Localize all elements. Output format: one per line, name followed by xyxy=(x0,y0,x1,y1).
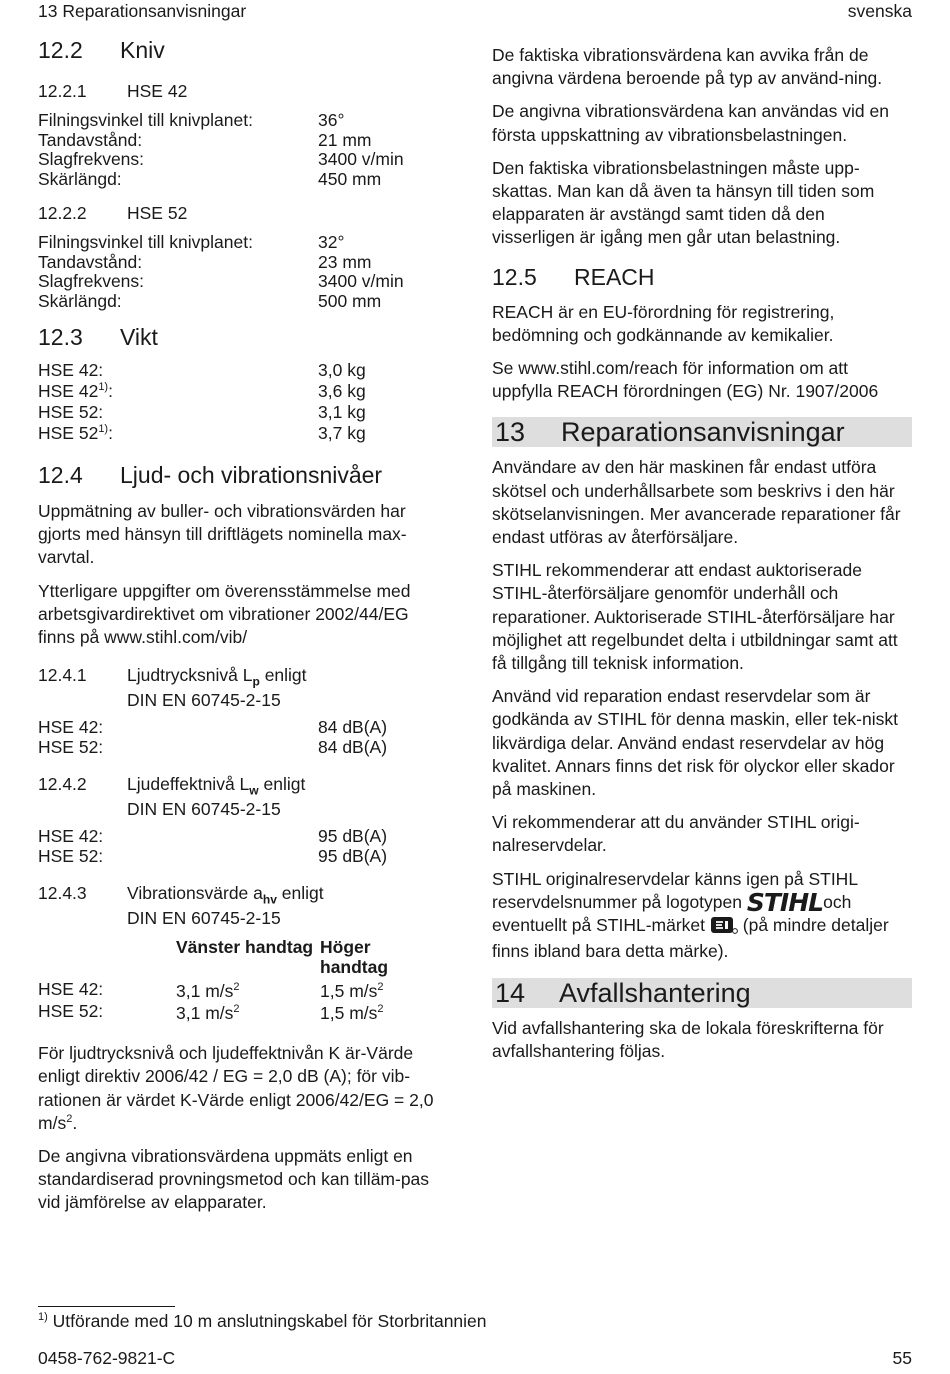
heading-12-4-3: 12.4.3 Vibrationsvärde $a_{hv}$ enligt DIN EN 60745-2-15 xyxy=(38,883,324,929)
spec-row: Tandavstånd: 21 mm xyxy=(38,129,372,150)
spec-row: Tandavstånd: 23 mm xyxy=(38,251,372,272)
paragraph: REACH är en EU-förordning för registrering, bedömning och godkännande av kemikalier. xyxy=(492,301,835,345)
spec-row: HSE 42: 3,0 kg xyxy=(38,360,366,380)
heading-12-4-2: 12.4.2 Ljudeffektnivå $L_w$ enligt DIN EN 60745-2-15 xyxy=(38,774,306,820)
footnote-rule xyxy=(38,1306,175,1307)
spec-row: Filningsvinkel till knivplanet: 36° xyxy=(38,110,345,130)
paragraph: För ljudtrycksnivå och ljudeffektnivån K är-Värde enligt direktiv 2006/42 / EG = 2,0 dB (A); för vib-rationen är värdet K-Värde enligt 2006/42/EG = 2,0 $m/s^2$. xyxy=(38,1043,434,1133)
paragraph: De angivna vibrationsvärdena uppmäts enligt en standardiserad provningsmetod och kan tilläm-pas vid jämförelse av elapparater. xyxy=(38,1146,430,1213)
running-header-language: svenska xyxy=(847,1,912,21)
heading-12-3 xyxy=(38,324,450,351)
page-number: 55 xyxy=(892,1348,912,1368)
paragraph: Se www.stihl.com/reach för information om att uppfylla REACH förordningen (EG) Nr. 1907/2006 xyxy=(492,358,879,402)
section-number: 12.3 xyxy=(38,324,83,350)
heading-13 xyxy=(492,417,912,447)
heading-12-2-2 xyxy=(38,203,450,224)
subsection-title: HSE 42 xyxy=(127,81,188,101)
weight-specs xyxy=(38,361,450,445)
heading-12-2 xyxy=(38,37,450,64)
paragraph: Användare av den här maskinen får endast utföra skötsel och underhållsarbete som beskrivs i den här skötselanvisningen. Mer avancerade reparationer får endast utföras av återförsäljare. xyxy=(492,457,901,548)
paragraph: Vid avfallshantering ska de lokala föreskrifterna för avfallshantering följas. xyxy=(492,1017,884,1061)
spec-row: HSE 52$^{1)}$: 3,7 kg xyxy=(38,423,366,443)
spec-row: Skärlängd: 500 mm xyxy=(38,290,382,311)
spec-row: Slagfrekvens: 3400 v/min xyxy=(38,271,404,291)
stihl-logo: STIHL xyxy=(746,887,824,917)
paragraph: De faktiska vibrationsvärdena kan avvika från de angivna värdena beroende på typ av använd-ning. xyxy=(492,45,883,89)
chapter-number: 13 xyxy=(495,417,526,448)
spec-row: HSE 42: 84 dB(A) xyxy=(38,717,388,738)
spec-row: HSE 52: 84 dB(A) xyxy=(38,737,388,758)
knife-specs-hse42 xyxy=(38,111,450,189)
chapter-number: 14 xyxy=(495,977,526,1008)
column-header-right-handle: Höger handtag xyxy=(320,937,389,978)
vibration-table xyxy=(38,937,450,1037)
stihl-si-mark-icon xyxy=(710,916,738,940)
spec-row: Slagfrekvens: 3400 v/min xyxy=(38,149,404,169)
heading-12-5 xyxy=(492,264,912,291)
section-number: 12.4 xyxy=(38,462,83,488)
paragraph: STIHL originalreservdelar känns igen på STIHL reservdelsnummer på logotypen STIHLoch eventuellt på STIHL-märket (på mindre detaljer finns ibland bara detta märke). xyxy=(492,868,889,962)
section-title: Kniv xyxy=(120,37,165,63)
paragraph: Ytterligare uppgifter om överensstämmelse med arbetsgivardirektivet om vibrationer 2002/44/EG finns på www.stihl.com/vib/ xyxy=(38,580,411,648)
left-column xyxy=(38,32,450,1215)
spec-row: Filningsvinkel till knivplanet: 32° xyxy=(38,232,345,252)
paragraph: Uppmätning av buller- och vibrationsvärden har gjorts med hänsyn till driftlägets nominella max-varvtal. xyxy=(38,501,407,568)
heading-14 xyxy=(492,978,912,1008)
section-number: 12.5 xyxy=(492,263,537,290)
chapter-title: Avfallshantering xyxy=(559,977,751,1008)
section-title: Ljud- och vibrationsnivåer xyxy=(120,462,383,488)
section-title: Vikt xyxy=(120,324,158,350)
paragraph: Använd vid reparation endast reservdelar som är godkända av STIHL för denna maskin, eller tek-niskt likvärdiga delar. Använd endast reservdelar av hög kvalitet. Annars finns det risk för olyckor eller skador på maskinen. xyxy=(492,686,898,800)
table-row: HSE 42: 3,1 $m/s^2$ 1,5 $m/s^2$ xyxy=(38,979,384,1002)
paragraph: Vi rekommenderar att du använder STIHL origi-nalreservdelar. xyxy=(492,812,860,856)
paragraph: STIHL rekommenderar att endast auktoriserade STIHL-återförsäljare genomför underhåll och reparationer. Auktoriserade STIHL-återförsäljare har möjlighet att regelbundet delta i utbildningar samt att få tillgång till teknisk information. xyxy=(492,560,898,674)
paragraph: Den faktiska vibrationsbelastningen måste upp-skattas. Man kan då även ta hänsyn till tiden som elapparaten är avstängd samt tiden då den visserligen är igång men går utan belastning. xyxy=(492,157,875,248)
spec-row: Skärlängd: 450 mm xyxy=(38,168,382,189)
paragraph: De angivna vibrationsvärdena kan användas vid en första uppskattning av vibrationsbelastningen. xyxy=(492,101,889,145)
table-row: HSE 52: 3,1 $m/s^2$ 1,5 $m/s^2$ xyxy=(38,1001,384,1024)
document-number: 0458-762-9821-C xyxy=(38,1348,176,1368)
column-header-left-handle: Vänster handtag xyxy=(176,937,314,958)
spec-row: HSE 52: 3,1 kg xyxy=(38,402,366,422)
section-title: REACH xyxy=(574,263,655,290)
subsection-number: 12.2.2 xyxy=(38,203,87,223)
spec-row: HSE 42$^{1)}$: 3,6 kg xyxy=(38,381,366,401)
knife-specs-hse52 xyxy=(38,233,450,311)
footnote: $^{1)}$ Utförande med 10 m anslutningskabel för Storbritannien xyxy=(38,1311,487,1331)
chapter-title: Reparationsanvisningar xyxy=(561,417,845,448)
heading-12-2-1 xyxy=(38,81,450,102)
sound-pressure-specs xyxy=(38,718,450,758)
subsection-number: 12.2.1 xyxy=(38,81,87,101)
sound-power-specs xyxy=(38,827,450,867)
section-number: 12.2 xyxy=(38,37,83,63)
heading-12-4-1: 12.4.1 Ljudtrycksnivå $L_p$ enligt DIN EN 60745-2-15 xyxy=(38,665,307,711)
heading-12-4 xyxy=(38,462,450,489)
spec-row: HSE 52: 95 dB(A) xyxy=(38,846,388,867)
spec-row: HSE 42: 95 dB(A) xyxy=(38,826,388,847)
right-column xyxy=(492,44,912,1063)
running-header-chapter: 13 Reparationsanvisningar xyxy=(38,1,247,21)
subsection-title: HSE 52 xyxy=(127,203,188,223)
